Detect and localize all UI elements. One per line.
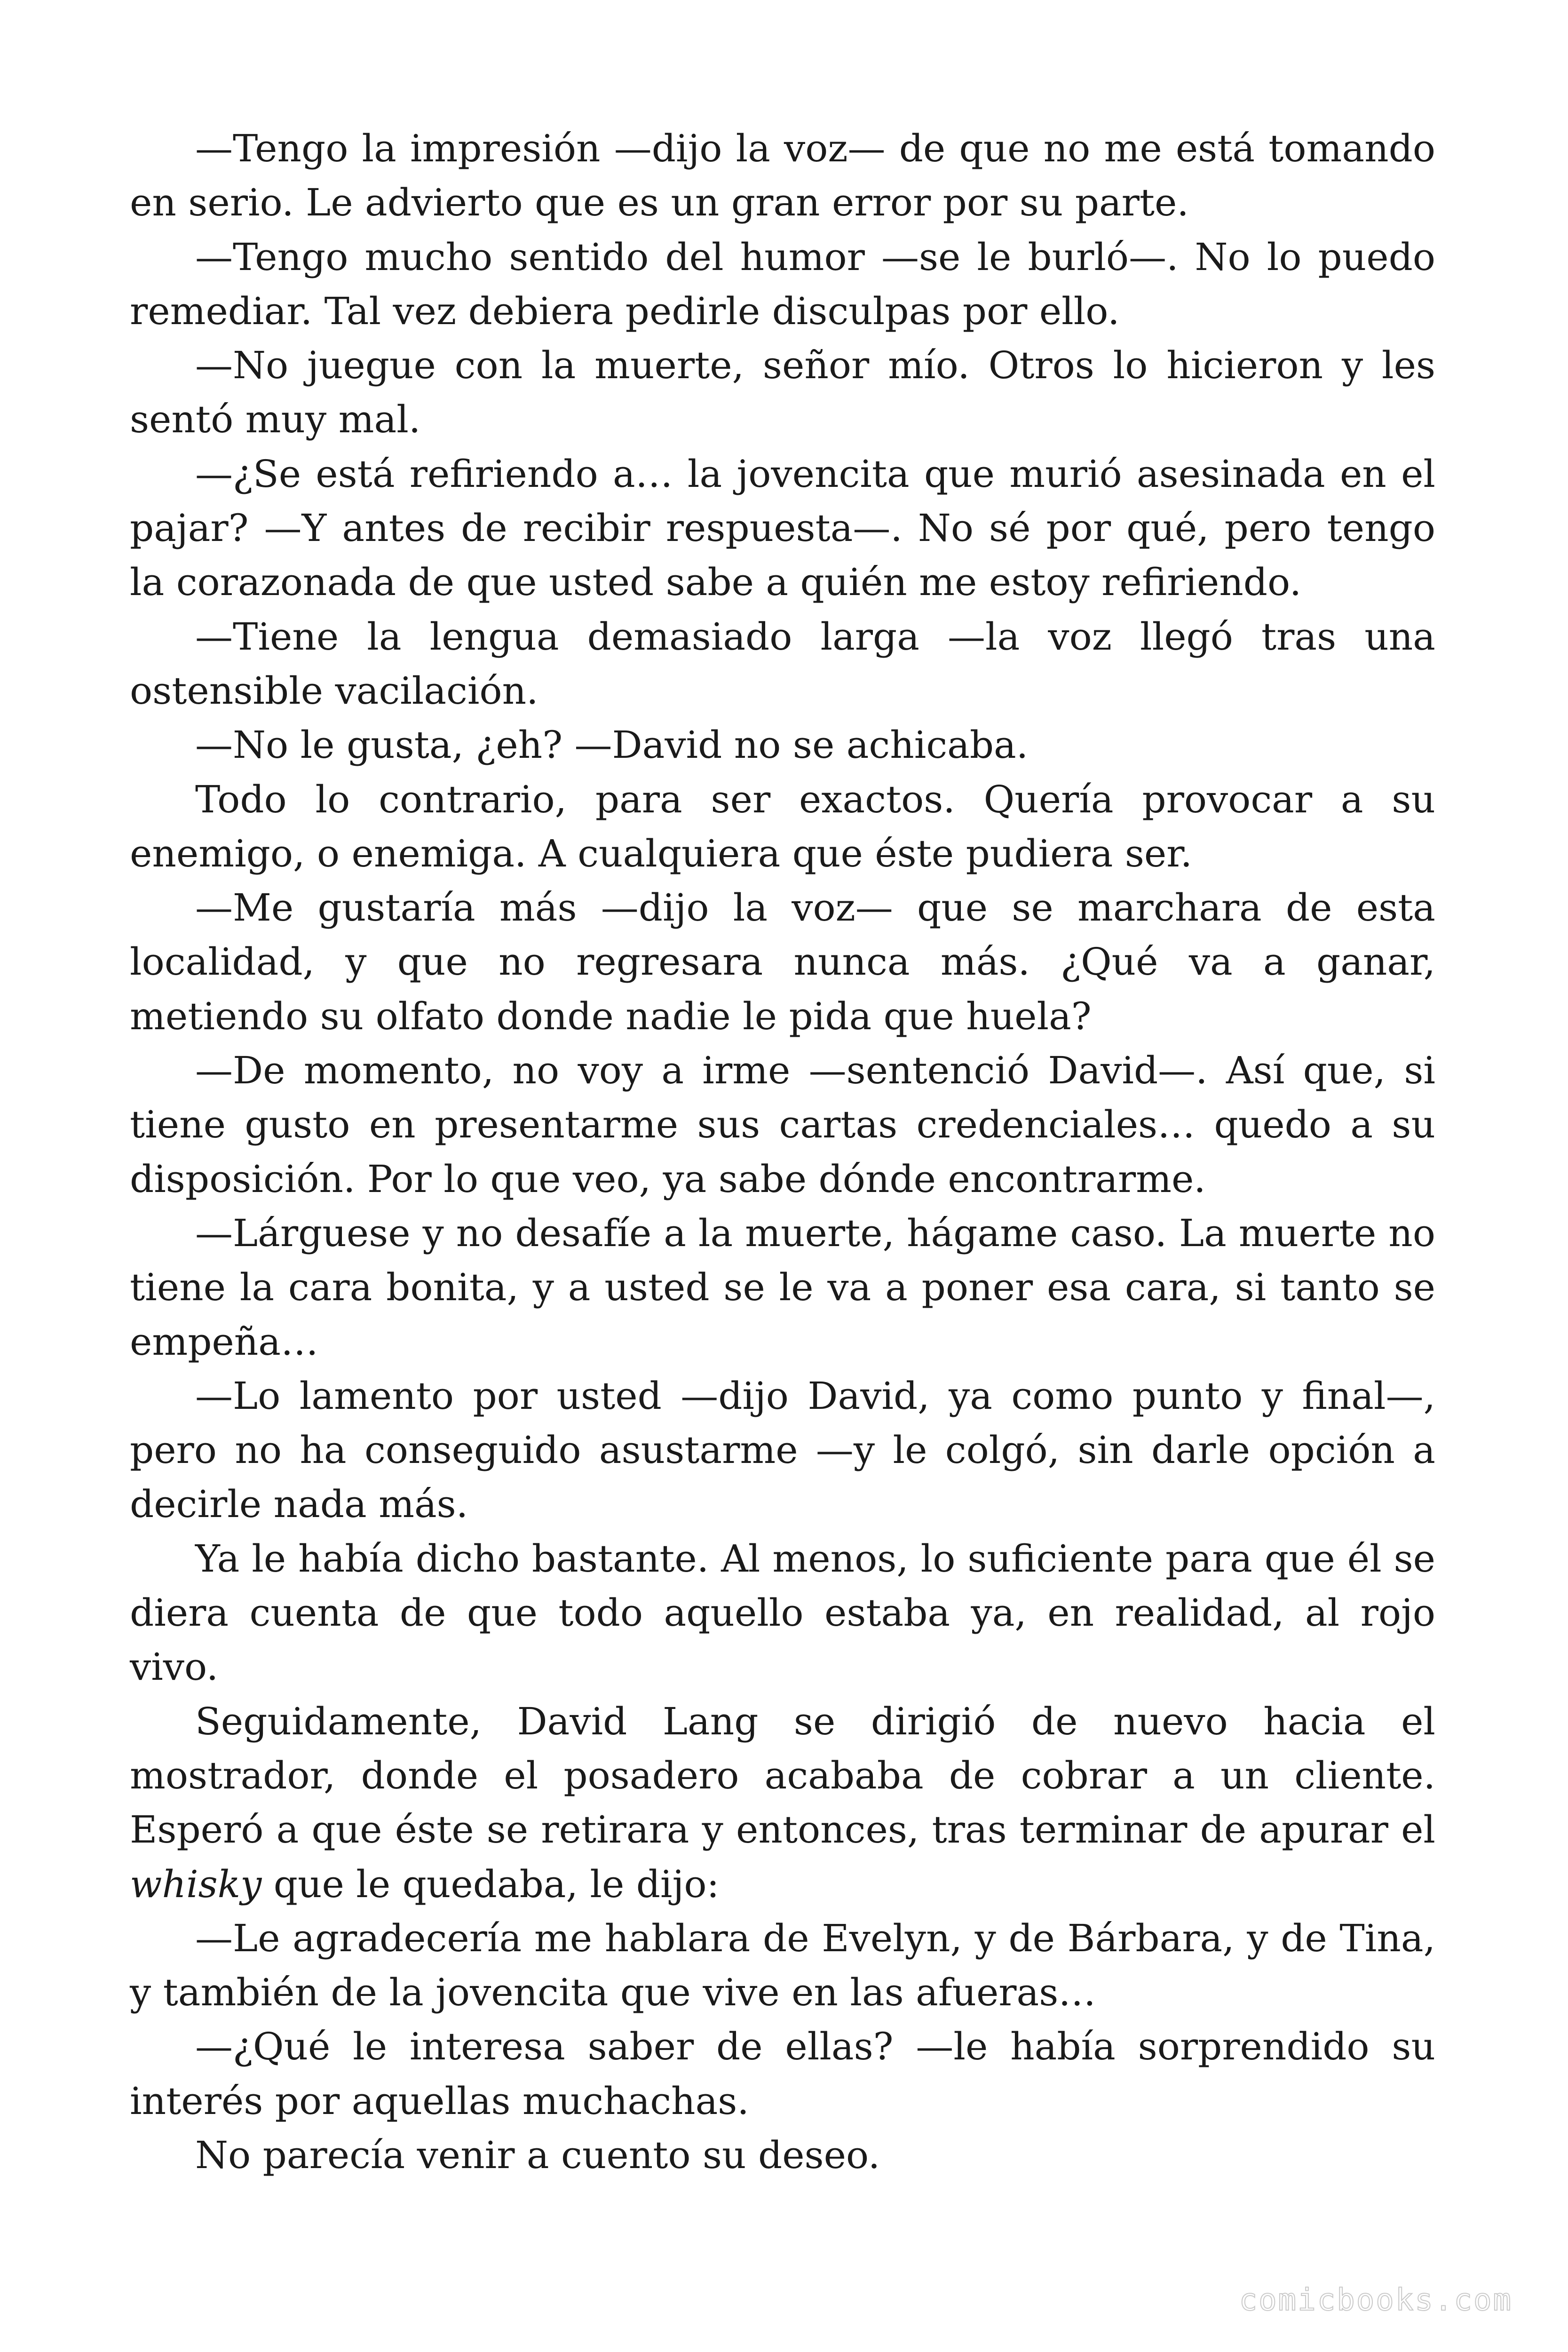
- watermark: comicbooks.com: [1239, 2283, 1513, 2318]
- paragraph: Todo lo contrario, para ser exactos. Quería provocar a su enemigo, o enemiga. A cualquiera que éste pudiera ser.: [130, 777, 1435, 875]
- paragraph: —Lo lamento por usted —dijo David, ya como punto y final—, pero no ha conseguido asustarme —y le colgó, sin darle opción a decirle nada más.: [130, 1374, 1435, 1526]
- paragraph: —No le gusta, ¿eh? —David no se achicaba.: [195, 723, 1029, 767]
- paragraph: —Tiene la lengua demasiado larga —la voz llegó tras una ostensible vacilación.: [130, 614, 1435, 713]
- paragraph: —De momento, no voy a irme —sentenció David—. Así que, si tiene gusto en presentarme sus cartas credenciales… quedo a su disposición. Por lo que veo, ya sabe dónde encontrarme.: [130, 1049, 1435, 1201]
- paragraph-with-italic: [130, 1694, 1435, 1911]
- paragraph: —No juegue con la muerte, señor mío. Otros lo hicieron y les sentó muy mal.: [130, 343, 1435, 442]
- paragraph: —¿Se está refiriendo a… la jovencita que murió asesinada en el pajar? —Y antes de recibir respuesta—. No sé por qué, pero tengo la corazonada de que usted sabe a quién me estoy refiriendo.: [130, 452, 1435, 604]
- paragraph: No parecía venir a cuento su deseo.: [195, 2133, 880, 2177]
- paragraph: —¿Qué le interesa saber de ellas? —le había sorprendido su interés por aquellas muchachas.: [130, 2025, 1435, 2123]
- body-text: [130, 121, 1435, 2182]
- paragraph: —Me gustaría más —dijo la voz— que se marchara de esta localidad, y que no regresara nunca más. ¿Qué va a ganar, metiendo su olfato donde nadie le pida que huela?: [130, 886, 1435, 1038]
- italic-word: whisky: [130, 1862, 262, 1906]
- paragraph: —Le agradecería me hablara de Evelyn, y de Bárbara, y de Tina, y también de la jovencita que vive en las afueras…: [130, 1916, 1435, 2015]
- paragraph: Ya le había dicho bastante. Al menos, lo suficiente para que él se diera cuenta de que todo aquello estaba ya, en realidad, al rojo vivo.: [130, 1536, 1435, 1689]
- paragraph-text: Seguidamente, David Lang se dirigió de nuevo hacia el mostrador, donde el posadero acababa de cobrar a un cliente. Esperó a que éste se retirara y entonces, tras terminar de apurar el: [130, 1699, 1435, 1852]
- paragraph: —Tengo mucho sentido del humor —se le burló—. No lo puedo remediar. Tal vez debiera pedirle disculpas por ello.: [130, 235, 1435, 333]
- paragraph: —Lárguese y no desafíe a la muerte, hágame caso. La muerte no tiene la cara bonita, y a usted se le va a poner esa cara, si tanto se empeña…: [130, 1211, 1435, 1364]
- paragraph-text: que le quedaba, le dijo:: [261, 1862, 720, 1906]
- paragraph: —Tengo la impresión —dijo la voz— de que no me está tomando en serio. Le advierto que es un gran error por su parte.: [130, 127, 1435, 225]
